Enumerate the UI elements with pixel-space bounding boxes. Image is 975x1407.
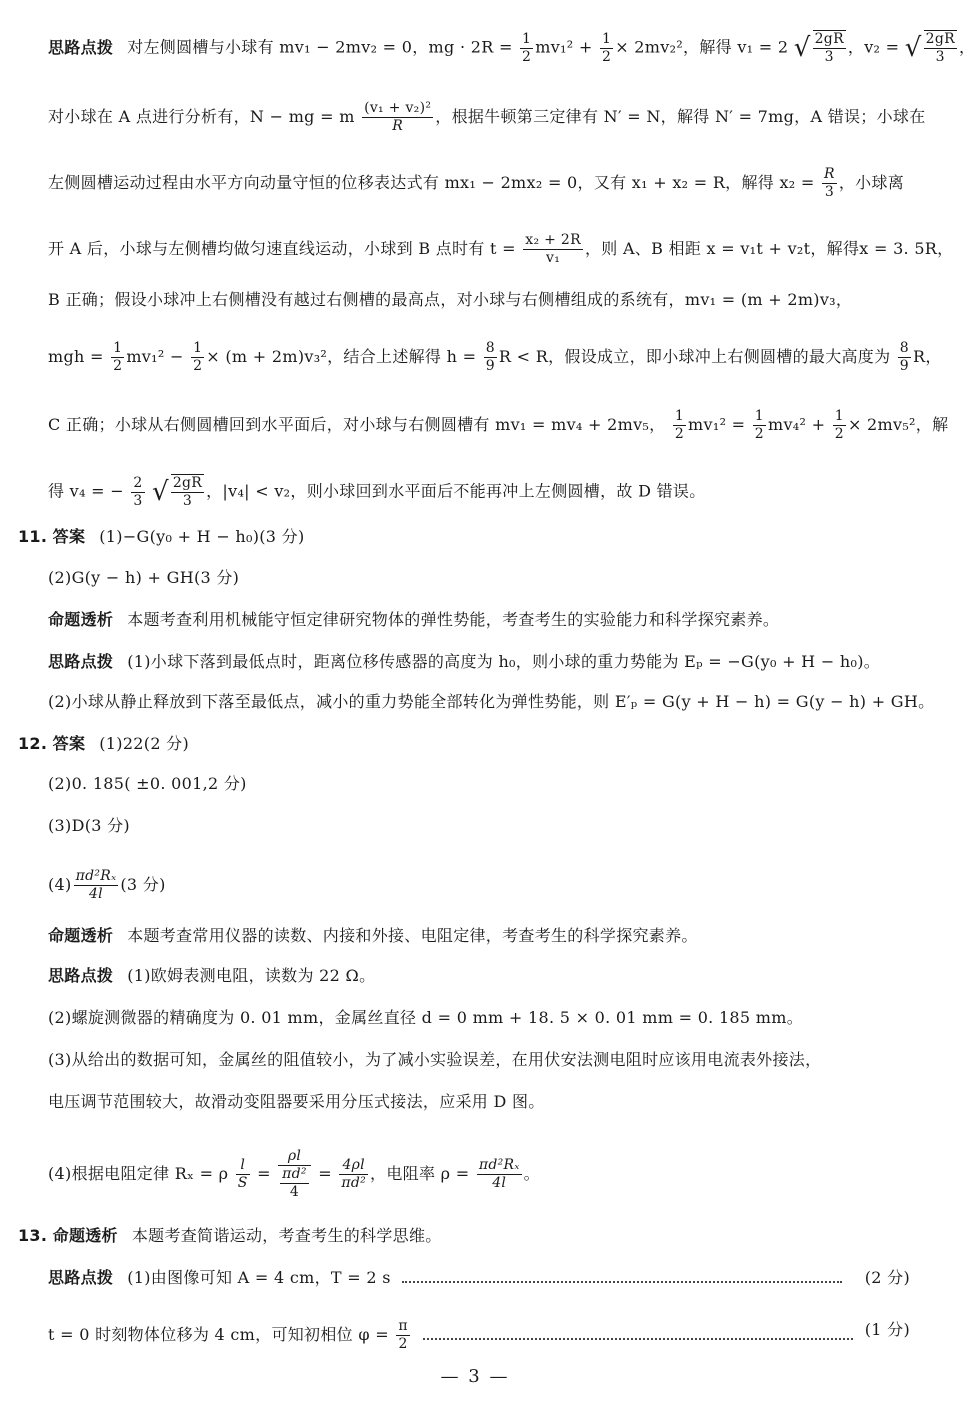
q13-silu-1: 思路点拨 (1)由图像可知 A = 4 cm，T = 2 s (2 分) <box>48 1266 932 1290</box>
q11-answer-2: (2)G(y − h) + GH(3 分) <box>48 568 240 587</box>
text: 对左侧圆槽与小球有 mv₁ − 2mv₂ = 0，mg · 2R = <box>127 37 513 57</box>
fraction: $\frac{1}{2}$ <box>113 340 123 374</box>
q11-silu-1: 思路点拨 (1)小球下落到最低点时，距离位移传感器的高度为 h₀，则小球的重力势能为 Eₚ = −G(y₀ + H − h₀)。 <box>48 652 881 671</box>
fraction: $\frac{1}{2}$ <box>834 408 844 442</box>
fraction: $\frac{1}{2}$ <box>522 30 532 65</box>
q12-silu-4: (4)根据电阻定律 Rₓ = ρ $\frac{l}{S}$ = $\frac{\rho l}{\frac{\text{πd²}}{4}}$ = $\frac{4\rho l}{\text{πd²}}$ ，电阻率 ρ = $\frac{\text{πd²Rₓ}}{4l}$ 。 <box>48 1148 540 1200</box>
q12-answer-2: (2)0. 185( ±0. 001,2 分) <box>48 774 247 793</box>
q12-answer-3: (3)D(3 分) <box>48 816 130 835</box>
q11-mingti: 命题透析 本题考查利用机械能守恒定律研究物体的弹性势能，考查考生的实验能力和科学探究素养。 <box>48 610 780 629</box>
q10-line-2: 对小球在 A 点进行分析有，N − mg = m $\frac{\text{(v₁ + v₂)²}}{R}$ ，根据牛顿第三定律有 N′ = N，解得 N′ = 7mg，A 错误；小球在 <box>48 100 926 134</box>
q10-line-6: mgh = $\frac{1}{2}$ mv₁² − $\frac{1}{2}$ × (m + 2m)v₃²，结合上述解得 h = $\frac{8}{9}$ R < R，假设成立，即小球冲上右侧圆槽的最大高度为 $\frac{8}{9}$ R， <box>48 340 942 374</box>
fraction: $\frac{1}{2}$ <box>754 408 764 442</box>
fraction: $\frac{4\rho l}{\text{πd²}}$ <box>341 1157 367 1191</box>
fraction: $\frac{\text{(v₁ + v₂)²}}{R}$ <box>364 100 432 134</box>
q10-line-8: 得 v₄ = − $\frac{2}{3}$ √ $\frac{2gR}{3}$ ，|v₄| < v₂，则小球回到水平面后不能再冲上左侧圆槽，故 D 错误。 <box>48 474 706 509</box>
sqrt: √ $\frac{2gR}{3}$ <box>151 475 203 509</box>
fraction: $\frac{\text{πd²Rₓ}}{4l}$ <box>478 1157 520 1191</box>
q13-line-2: t = 0 时刻物体位移为 4 cm，可知初相位 φ = $\frac{\pi}{2}$ (1 分) <box>48 1318 910 1352</box>
fraction: $\frac{1}{2}$ <box>193 340 203 374</box>
q12-answer-1: 12. 答案 (1)22(2 分) <box>18 734 190 753</box>
score-2: (1 分) <box>864 1320 910 1339</box>
fraction: $\frac{l}{S}$ <box>237 1157 248 1191</box>
q10-line-7: C 正确；小球从右侧圆槽回到水平面后，对小球与右侧圆槽有 mv₁ = mv₄ + 2mv₅， $\frac{1}{2}$ mv₁² = $\frac{1}{2}$ mv₄² + $\frac{1}{2}$ × 2mv₅²，解 <box>48 408 949 442</box>
fraction: $\frac{2}{3}$ <box>133 474 143 509</box>
fraction: $\frac{8}{9}$ <box>485 340 495 374</box>
q11-answer-1: 11. 答案 (1)−G(y₀ + H − h₀)(3 分) <box>18 527 305 546</box>
q12-mingti: 命题透析 本题考查常用仪器的读数、内接和外接、电阻定律，考查考生的科学探究素养。 <box>48 926 698 945</box>
fraction: $\frac{\rho l}{\frac{\text{πd²}}{4}}$ <box>278 1148 311 1201</box>
leader-dots <box>402 1280 842 1283</box>
fraction: $\frac{\pi}{2}$ <box>398 1318 408 1352</box>
fraction: $\frac{R}{3}$ <box>824 166 835 200</box>
fraction: $\frac{\text{x₂ + 2R}}{\text{v₁}}$ <box>525 232 581 266</box>
fraction: $\frac{1}{2}$ <box>602 30 612 65</box>
fraction: $\frac{8}{9}$ <box>899 340 910 374</box>
q12-silu-3b: 电压调节范围较大，故滑动变阻器要采用分压式接法，应采用 D 图。 <box>48 1092 545 1111</box>
q12-silu-1: 思路点拨 (1)欧姆表测电阻，读数为 22 Ω。 <box>48 966 376 985</box>
q13-mingti: 13. 命题透析 本题考查简谐运动，考查考生的科学思维。 <box>18 1226 442 1245</box>
score-1: (2 分) <box>864 1268 910 1287</box>
page-number: — 3 — <box>440 1366 510 1387</box>
q12-silu-2: (2)螺旋测微器的精确度为 0. 01 mm，金属丝直径 d = 0 mm + 18. 5 × 0. 01 mm = 0. 185 mm。 <box>48 1008 804 1027</box>
sqrt: √ $\frac{2gR}{3}$ <box>793 31 844 65</box>
q10-line-3: 左侧圆槽运动过程由水平方向动量守恒的位移表达式有 mx₁ − 2mx₂ = 0，又有 x₁ + x₂ = R，解得 x₂ = $\frac{R}{3}$ ，小球离 <box>48 166 905 200</box>
q11-silu-2: (2)小球从静止释放到下落至最低点，减小的重力势能全部转化为弹性势能，则 E′ₚ = G(y + H − h) = G(y − h) + GH。 <box>48 692 935 711</box>
silu-label: 思路点拨 <box>48 37 114 57</box>
fraction: $\frac{1}{2}$ <box>674 408 685 442</box>
daan-label: 答案 <box>52 527 86 546</box>
q10-line-1: 思路点拨 对左侧圆槽与小球有 mv₁ − 2mv₂ = 0，mg · 2R = $\frac{1}{2}$ mv₁² + $\frac{1}{2}$ × 2mv₂²，解得 v₁ = 2 √ $\frac{2gR}{3}$ ，v₂ = √ $\frac{2gR}{3}$ ， <box>48 30 975 65</box>
q10-line-5: B 正确；假设小球冲上右侧槽没有越过右侧槽的最高点，对小球与右侧槽组成的系统有，mv₁ = (m + 2m)v₃， <box>48 290 853 309</box>
q10-line-4: 开 A 后，小球与左侧槽均做匀速直线运动，小球到 B 点时有 t = $\frac{\text{x₂ + 2R}}{\text{v₁}}$ ，则 A、B 相距 x = v₁t + v₂t，解得x = 3. 5R， <box>48 232 954 266</box>
q12-silu-3a: (3)从给出的数据可知，金属丝的阻值较小，为了减小实验误差，在用伏安法测电阻时应该用电流表外接法， <box>48 1050 822 1069</box>
sqrt: √ $\frac{2gR}{3}$ <box>904 31 955 65</box>
q12-answer-4: (4) $\frac{\text{πd²Rₓ}}{4l}$ (3 分) <box>48 868 166 902</box>
leader-dots <box>423 1337 853 1340</box>
fraction: $\frac{\text{πd²Rₓ}}{4l}$ <box>75 868 117 902</box>
